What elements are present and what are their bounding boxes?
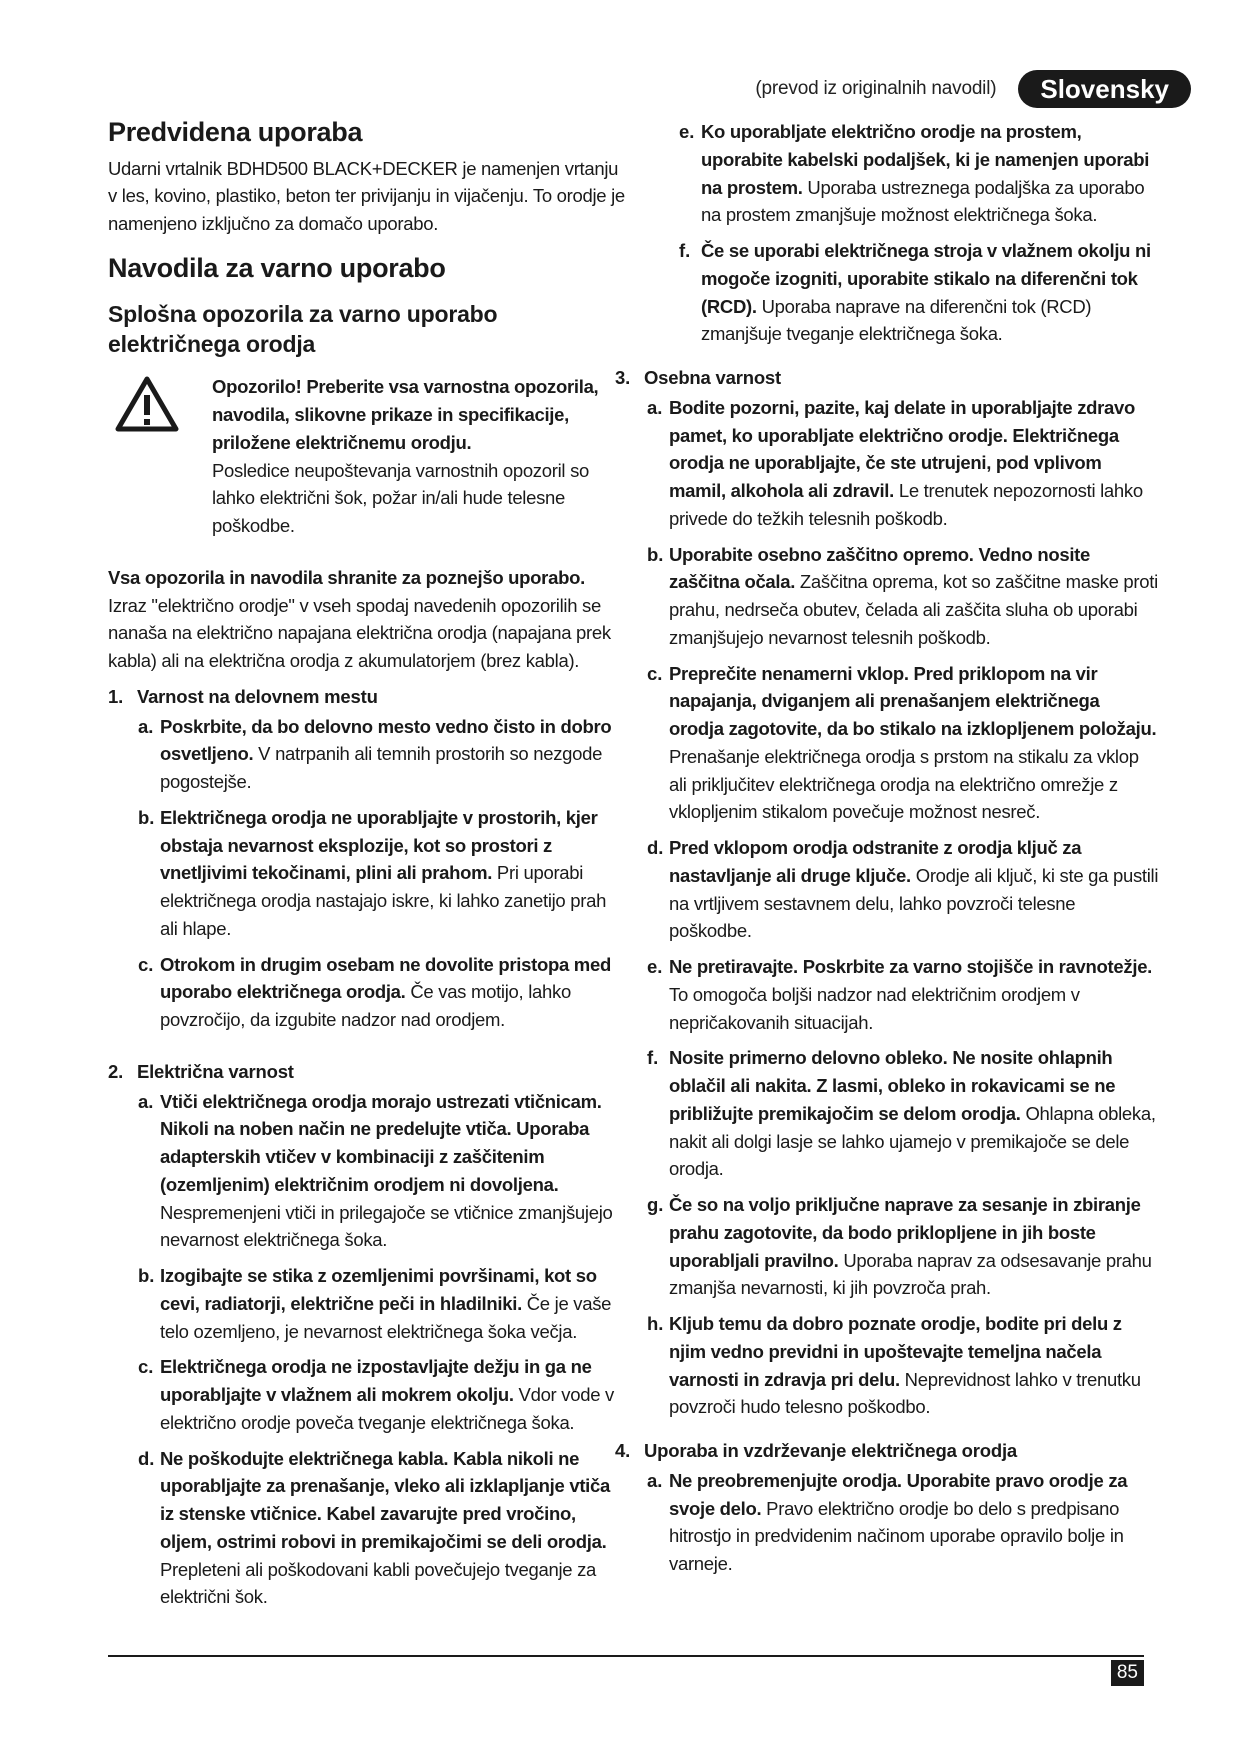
list-item: f. Nosite primerno delovno obleko. Ne nosite ohlapnih oblačil ali nakita. Z lasmi, obleko in rokavicami se ne približujte premikajočim se delom orodja. Ohlapna obleka, nakit ali dolgi lasje se lahko ujamejo v premikajoče se dele orodja. [647, 1047, 1156, 1180]
section-3 [615, 364, 1159, 1578]
list-item: g. Če so na voljo priključne naprave za sesanje in zbiranje prahu zagotovite, da bodo priklopljene in jih boste uporabljali pravilno. Uporaba naprav za odsesavanje prahu zmanjša nevarnosti, ki jih povzroča prah. [647, 1194, 1152, 1299]
section-title: 3. Osebna varnost [615, 367, 781, 388]
intended-use-title: Predvidena uporaba [108, 117, 363, 147]
list-item: f. Če se uporabi električnega stroja v vlažnem okolju ni mogoče izogniti, uporabite stikalo na diferenčni tok (RCD). Uporaba naprave na diferenčni tok (RCD) zmanjšuje tveganje električnega šoka. [679, 240, 1151, 345]
right-column [615, 118, 1159, 1586]
warning-text: Posledice neupoštevanja varnostnih opozoril so lahko električni šok, požar in/ali hude telesne poškodbe. [212, 459, 590, 537]
safety-title: Navodila za varno uporabo [108, 252, 446, 283]
list-item: a. Vtiči električnega orodja morajo ustrezati vtičnicam. Nikoli na noben način ne predelujte vtiča. Uporaba adapterskih vtičev v kombinaciji z zaščitenim (ozemljenim) električnim orodjem ni dovoljena. Nespremenjeni vtiči in prilegajoče se vtičnice zmanjšujejo nevarnost električnega šoka. [138, 1090, 613, 1251]
warning-triangle-icon [114, 375, 184, 438]
list-item: d. Ne poškodujte električnega kabla. Kabla nikoli ne uporabljajte za prenašanje, vleko ali izklapljanje vtiča iz stenske vtičnice. Kabel zavarujte pred vročino, oljem, ostrimi robovi in premikajočimi se deli orodja. Prepleteni ali poškodovani kabli povečujejo tveganje za električni šok. [138, 1447, 611, 1608]
warning-block [108, 373, 626, 540]
keep-instructions-bold: Vsa opozorila in navodila shranite za poznejšo uporabo. [108, 566, 585, 588]
keep-instructions-text: Izraz "električno orodje" v vseh spodaj navedenih opozorilih se nanaša na električno napajana električna orodja (napajana prek kabla) ali na električna orodja z akumulatorjem (brez kabla). [108, 594, 611, 672]
page-header [755, 70, 1191, 108]
list-item: e. Ne pretiravajte. Poskrbite za varno stojišče in ravnotežje. To omogoča boljši nadzor nad električnim orodjem v nepričakovanih situacijah. [647, 956, 1153, 1033]
intended-use-text: Udarni vrtalnik BDHD500 BLACK+DECKER je namenjen vrtanju v les, kovino, plastiko, beton ter privijanju in vijačenju. To orodje je namenjeno izključno za domačo uporabo. [108, 157, 625, 235]
list-item: a. Poskrbite, da bo delovno mesto vedno čisto in dobro osvetljeno. V natrpanih ali temnih prostorih so nezgode pogostejše. [138, 715, 612, 793]
language-badge: Slovensky [1018, 70, 1191, 108]
section-title: 1. Varnost na delovnem mestu [108, 685, 378, 707]
translation-note: (prevod iz originalnih navodil) [755, 78, 997, 99]
list-item: c. Preprečite nenamerni vklop. Pred priklopom na vir napajanja, dviganjem ali prenašanjem električnega orodja zagotovite, da bo stikalo na izklopljenem položaju. Prenašanje električnega orodja s prstom na stikalu za vklop ali priključitev električnega orodja na električno omrežje z vklopljenim stikalom povečuje možnost nesreč. [647, 662, 1157, 823]
list-item: h. Kljub temu da dobro poznate orodje, bodite pri delu z njim vedno previdni in upoštevajte temeljna načela varnosti in zdravja pri delu. Neprevidnost lahko v trenutku povzroči hudo telesno poškodbo. [647, 1313, 1141, 1418]
list-item: b. Uporabite osebno zaščitno opremo. Vedno nosite zaščitna očala. Zaščitna oprema, kot so zaščitne maske proti prahu, nedrseča obutev, čelada ali zaščita sluha ob uporabi zmanjšujejo nevarnost telesnih poškodb. [647, 543, 1158, 648]
footer-rule [108, 1655, 1144, 1657]
list-item: a. Bodite pozorni, pazite, kaj delate in uporabljajte zdravo pamet, ko uporabljate električno orodje. Električnega orodja ne uporabljajte, če ste utrujeni, pod vplivom mamil, alkohola ali zdravil. Le trenutek nepozornosti lahko privede do težkih telesnih poškodb. [647, 396, 1143, 529]
list-item: b. Izogibajte se stika z ozemljenimi površinami, kot so cevi, radiatorji, električne peči in hladilniki. Če je vaše telo ozemljeno, je nevarnost električnega šoka večja. [138, 1265, 612, 1342]
safety-subtitle: Splošna opozorila za varno uporabo električnega orodja [108, 300, 498, 357]
section-title: 4. Uporaba in vzdrževanje električnega orodja [615, 1440, 1017, 1461]
list-item: a. Ne preobremenjujte orodja. Uporabite pravo orodje za svoje delo. Pravo električno orodje bo delo s predpisano hitrostjo in predvidenim načinom uporabe opravilo bolje in varneje. [647, 1469, 1128, 1574]
list-item: b. Električnega orodja ne uporabljajte v prostorih, kjer obstaja nevarnost eksplozije, kot so prostori z vnetljivimi tekočinami, plini ali prahom. Pri uporabi električnega orodja nastajajo iskre, ki lahko zanetijo prah ali hlape. [138, 806, 607, 939]
section-1 [108, 683, 626, 1034]
list-item: c. Otrokom in drugim osebam ne dovolite pristopa med uporabo električnega orodja. Če vas motijo, lahko povzročijo, da izgubite nadzor nad orodjem. [138, 953, 611, 1031]
section-2 [108, 1058, 626, 1611]
warning-bold-text: Opozorilo! Preberite vsa varnostna opozorila, navodila, slikovne prikaze in specifikacije, priložene električnemu orodju. [212, 376, 599, 453]
list-item: d. Pred vklopom orodja odstranite z orodja ključ za nastavljanje ali druge ključe. Orodje ali ključ, ki ste ga pustili na vrtljivem sestavnem delu, lahko povzroči telesne poškodbe. [647, 837, 1159, 942]
section-title: 2. Električna varnost [108, 1060, 294, 1082]
list-item: e. Ko uporabljate električno orodje na prostem, uporabite kabelski podaljšek, ki je namenjen uporabi na prostem. Uporaba ustreznega podaljška za uporabo na prostem zmanjšuje možnost električnega šoka. [679, 121, 1150, 226]
list-item: c. Električnega orodja ne izpostavljajte dežju in ga ne uporabljajte v vlažnem ali mokrem okolju. Vdor vode v električno orodje poveča tveganje električnega šoka. [138, 1356, 614, 1433]
page-number: 85 [1111, 1660, 1144, 1686]
left-column [108, 118, 626, 1619]
